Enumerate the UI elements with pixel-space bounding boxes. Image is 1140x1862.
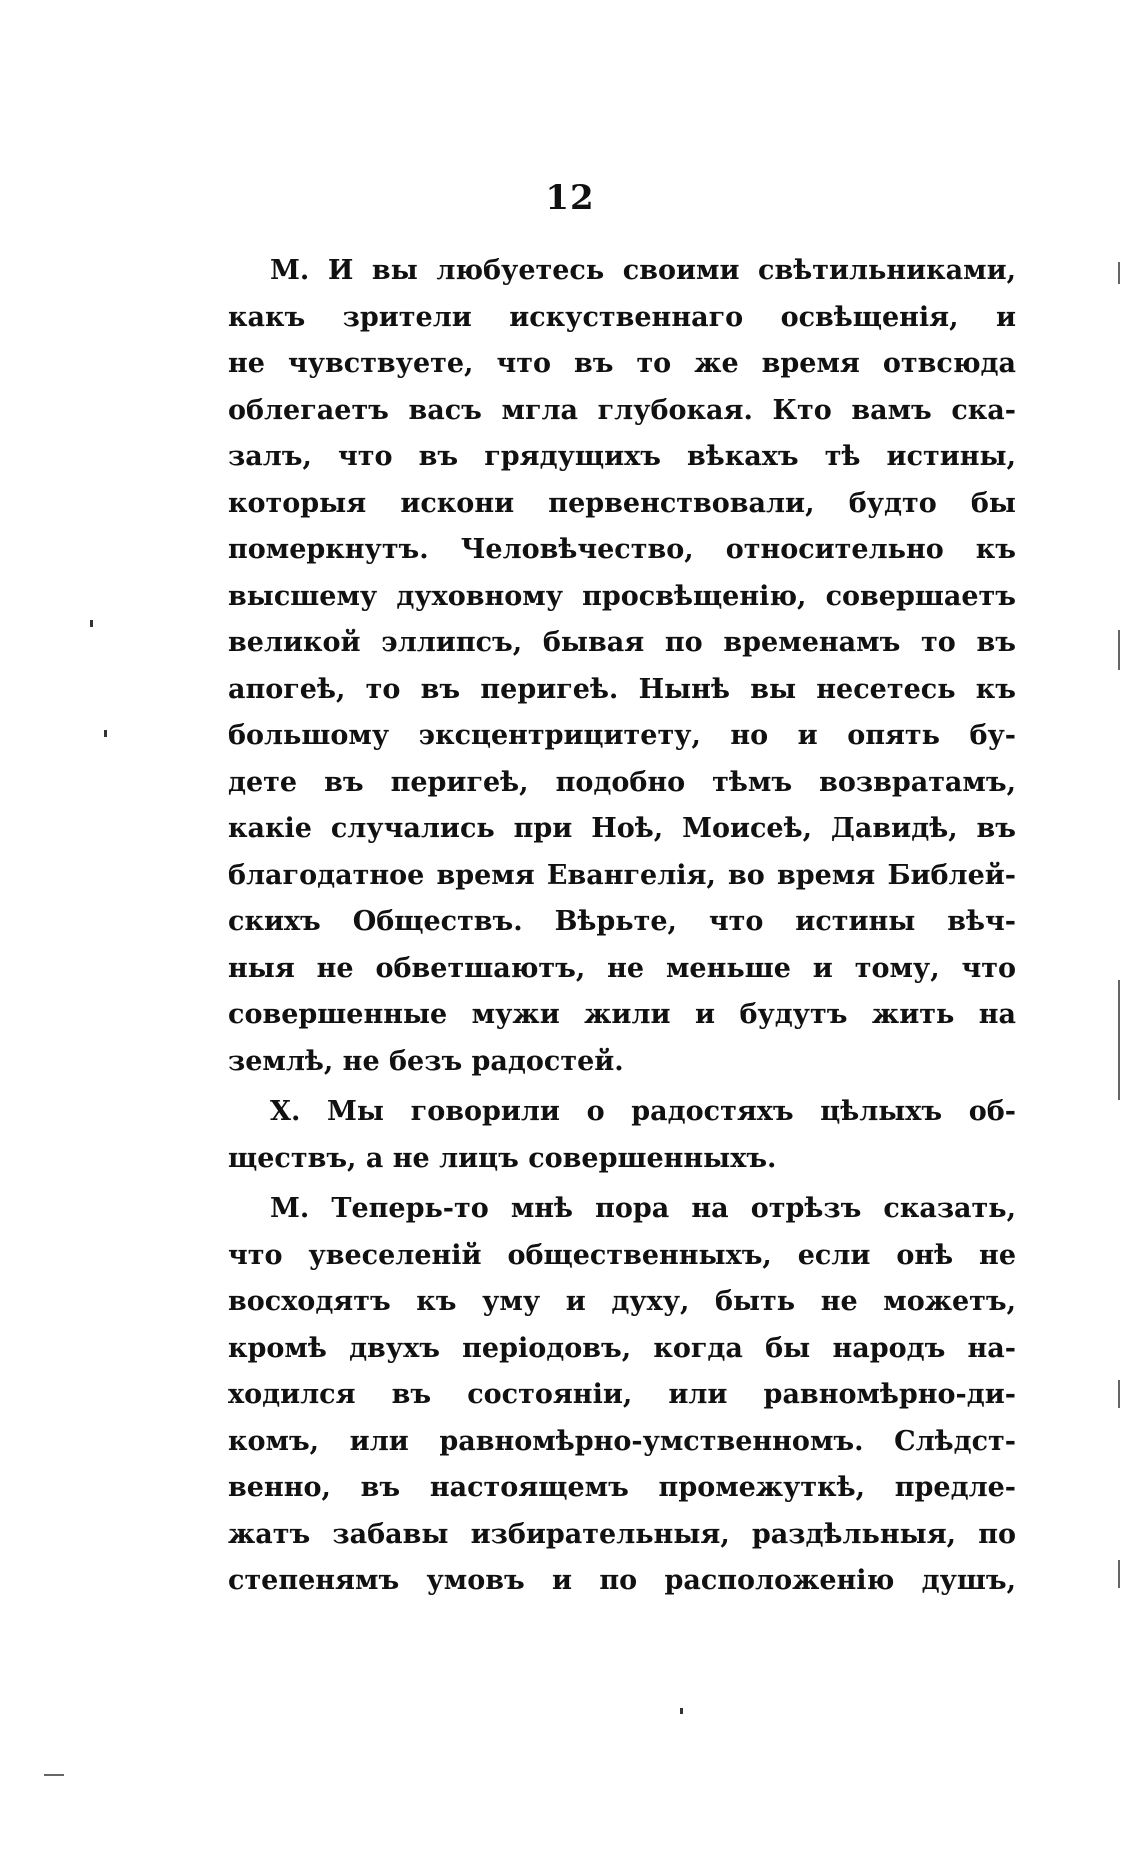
scan-margin-mark — [1118, 630, 1120, 670]
scan-speck — [104, 730, 107, 737]
text-line: совершенные мужи жили и будутъ жить на — [228, 999, 1016, 1030]
text-line: кромѣ двухъ періодовъ, когда бы народъ на- — [228, 1332, 1016, 1364]
text-line: ныя не обветшаютъ, не меньше и тому, что — [228, 952, 1016, 984]
text-line: которыя искони первенствовали, будто бы — [228, 487, 1016, 519]
scan-margin-mark — [1118, 262, 1120, 284]
text-line: облегаетъ васъ мгла глубокая. Кто вамъ ска- — [228, 394, 1016, 426]
text-line: степенямъ умовъ и по расположенію душъ, — [228, 1565, 1016, 1596]
text-line: померкнутъ. Человѣчество, относительно къ — [228, 534, 1016, 565]
text-line: ходился въ состояніи, или равномѣрно-ди- — [228, 1379, 1016, 1410]
text-line: М. Теперь-то мнѣ пора на отрѣзъ сказать, — [270, 1193, 1016, 1224]
scan-margin-mark — [1118, 1380, 1120, 1408]
text-line: какъ зрители искуственнаго освѣщенія, и — [228, 301, 1016, 333]
body-text — [228, 248, 1016, 1609]
text-line: великой эллипсъ, бывая по временамъ то въ — [228, 627, 1016, 658]
text-line: что увеселеній общественныхъ, если онѣ не — [228, 1239, 1016, 1271]
scan-speck — [90, 620, 93, 627]
text-line: скихъ Обществъ. Вѣрьте, что истины вѣч- — [228, 906, 1016, 937]
scan-margin-mark — [44, 1774, 64, 1776]
text-line: залъ, что въ грядущихъ вѣкахъ тѣ истины, — [228, 441, 1016, 472]
text-line: землѣ, не безъ радостей. — [228, 1045, 624, 1077]
text-line: ществъ, а не лицъ совершенныхъ. — [228, 1142, 777, 1174]
paragraph-m-1 — [228, 248, 1016, 1085]
text-line: восходятъ къ уму и духу, быть не можетъ, — [228, 1286, 1016, 1317]
scan-margin-mark — [1118, 980, 1120, 1100]
text-line: жатъ забавы избирательныя, раздѣльныя, по — [228, 1518, 1016, 1550]
text-line: Х. Мы говорили о радостяхъ цѣлыхъ об- — [270, 1096, 1016, 1127]
text-line: высшему духовному просвѣщенію, совершаетъ — [228, 580, 1016, 612]
text-line: венно, въ настоящемъ промежуткѣ, предле- — [228, 1472, 1016, 1503]
text-line: какіе случались при Ноѣ, Моисеѣ, Давидѣ, въ — [228, 813, 1016, 844]
text-line: М. И вы любуетесь своими свѣтильниками, — [270, 255, 1016, 286]
text-line: не чувствуете, что въ то же время отвсюда — [228, 348, 1016, 379]
scan-speck — [680, 1708, 683, 1714]
page-number: 12 — [545, 178, 595, 218]
scan-margin-mark — [1118, 1560, 1120, 1588]
text-line: комъ, или равномѣрно-умственномъ. Слѣдст- — [228, 1425, 1016, 1457]
text-line: большому эксцентрицитету, но и опять бу- — [228, 720, 1016, 751]
text-line: дете въ перигеѣ, подобно тѣмъ возвратамъ, — [228, 766, 1016, 798]
text-line: апогеѣ, то въ перигеѣ. Нынѣ вы несетесь къ — [228, 673, 1016, 705]
paragraph-m-2 — [228, 1186, 1016, 1605]
paragraph-x — [228, 1089, 1016, 1182]
text-line: благодатное время Евангелія, во время Библей- — [228, 859, 1016, 891]
